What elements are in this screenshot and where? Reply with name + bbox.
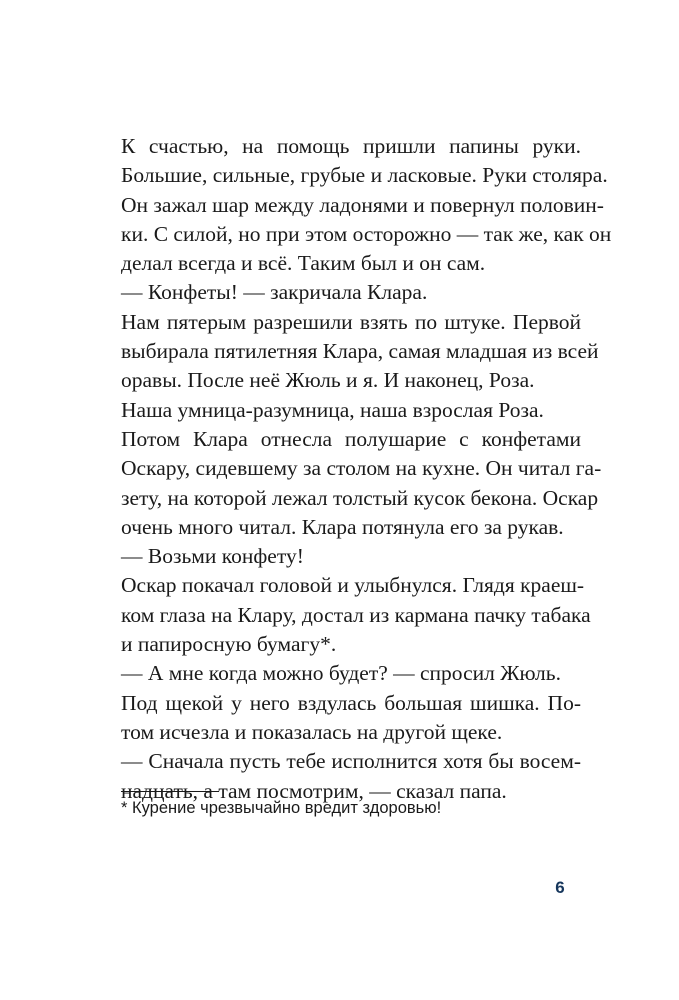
text-line: Оскар покачал головой и улыбнулся. Глядя краеш- (121, 573, 585, 598)
text-line: — Сначала пусть тебе исполнится хотя бы восем- (121, 749, 581, 774)
body-text (121, 132, 612, 806)
text-line: К счастью, на помощь пришли папины руки. (121, 134, 581, 158)
footnote-divider (121, 791, 219, 792)
text-line: надцать, а там посмотрим, — сказал папа. (121, 778, 507, 803)
text-line: Большие, сильные, грубые и ласковые. Руки столяра. (121, 163, 608, 188)
text-line: Потом Клара отнесла полушарие с конфетами (121, 426, 581, 451)
text-line: ки. С силой, но при этом осторожно — так же, как он (121, 221, 612, 246)
text-line: делал всегда и всё. Таким был и он сам. (121, 251, 486, 276)
text-line: оравы. После неё Жюль и я. И наконец, Роза. (121, 368, 535, 393)
text-line: Под щекой у него вздулась большая шишка. По- (121, 690, 581, 715)
text-line: — Возьми конфету! (121, 544, 304, 569)
text-line: — А мне когда можно будет? — спросил Жюль. (121, 661, 561, 686)
text-line: том исчезла и показалась на другой щеке. (121, 719, 503, 744)
text-line: выбирала пятилетняя Клара, самая младшая из всей (121, 339, 599, 364)
text-line: Наша умница-разумница, наша взрослая Роза. (121, 397, 544, 422)
text-line: Он зажал шар между ладонями и повернул половин- (121, 192, 604, 217)
text-line: Нам пятерым разрешили взять по штуке. Первой (121, 309, 581, 334)
text-line: ком глаза на Клару, достал из кармана пачку табака (121, 602, 591, 627)
page-number: 6 (555, 878, 565, 897)
text-line: и папиросную бумагу*. (121, 632, 337, 657)
text-line: — Конфеты! — закричала Клара. (121, 280, 428, 305)
footnote: * Курение чрезвычайно вредит здоровью! (121, 799, 442, 817)
text-line: Оскару, сидевшему за столом на кухне. Он читал га- (121, 456, 602, 481)
text-line: зету, на которой лежал толстый кусок бекона. Оскар (121, 485, 599, 510)
text-line: очень много читал. Клара потянула его за рукав. (121, 514, 564, 539)
